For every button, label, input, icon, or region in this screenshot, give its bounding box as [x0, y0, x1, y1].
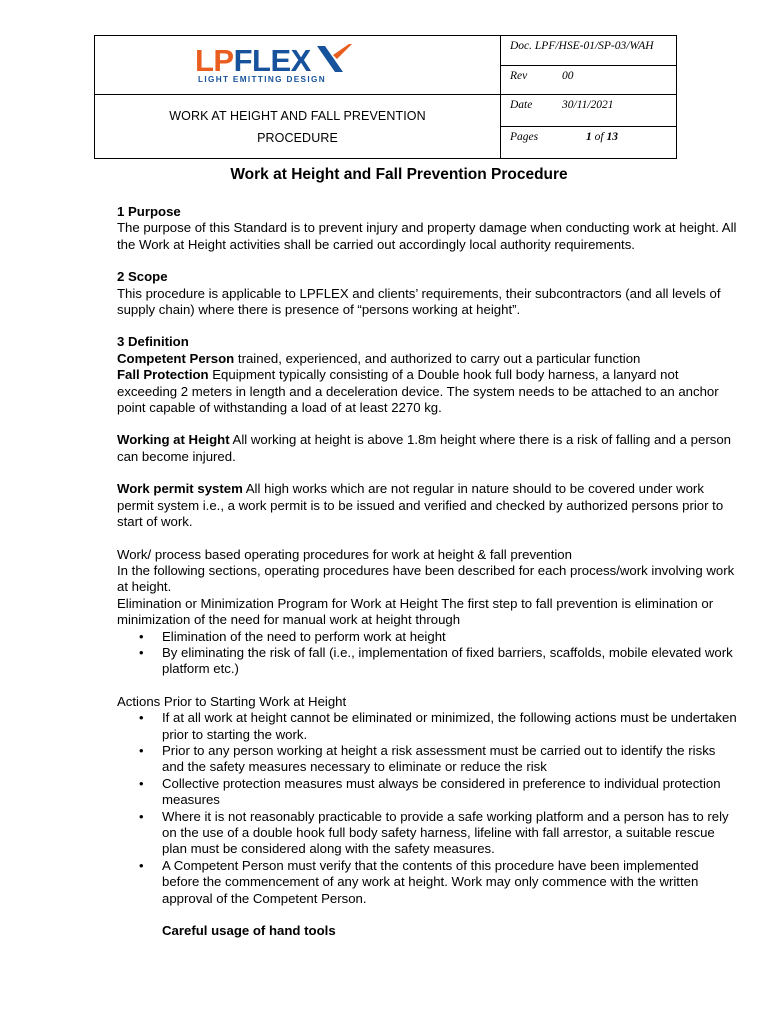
definition-work-permit: Work permit system All high works which are not regular in nature should to be covered under work permit system i.e., a work permit is to be issued and verified and checked by authorized persons prior to start of work.: [117, 481, 724, 530]
logo-x-swoosh-icon: [313, 43, 353, 75]
lpflex-logo: [195, 44, 355, 88]
purpose-text: The purpose of this Standard is to prevent injury and property damage when conducting work at height. All the Work at Height activities shall be carried out accordingly local authority requirements.: [117, 220, 737, 252]
list-item: • Where it is not reasonably practicable to provide a safe working platform and a person has to rely on the use of a double hook full body safety harness, lifeline with fall arrestor, a suitable rescue plan must be considered along with the safety measures.: [117, 809, 737, 858]
list-item: • By eliminating the risk of fall (i.e., implementation of fixed barriers, scaffolds, mobile elevated work platform etc.): [117, 645, 737, 678]
hand-tools-heading: Careful usage of hand tools: [162, 923, 336, 939]
procedures-line3: Elimination or Minimization Program for Work at Height The first step to fall prevention is elimination or minimization of the need for manual work at height through: [117, 595, 714, 628]
list-item: • If at all work at height cannot be eliminated or minimized, the following actions must be undertaken prior to starting the work.: [117, 710, 737, 743]
header-title-line2: PROCEDURE: [257, 130, 338, 145]
rev-cell: Rev 00: [501, 66, 677, 95]
definition-fall-protection: Fall Protection Equipment typically consisting of a Double hook full body harness, a lanyard not exceeding 2 meters in length and a deceleration device. The system needs to be attached to an anchor point capable of withstanding a load of at least 2270 kg.: [117, 367, 719, 416]
logo-tagline: LIGHT EMITTING DESIGN: [198, 74, 326, 84]
purpose-heading: 1 Purpose: [117, 204, 181, 219]
document-header-table: [94, 35, 677, 159]
elimination-list: [117, 629, 737, 678]
scope-heading: 2 Scope: [117, 269, 168, 285]
doc-number-cell: Doc. LPF/HSE-01/SP-03/WAH: [501, 36, 677, 66]
logo-cell: [95, 36, 501, 95]
scope-text: This procedure is applicable to LPFLEX and clients’ requirements, their subcontractors (and all levels of supply chain) where there is presence of “persons working at height”.: [117, 285, 721, 318]
list-item: • Collective protection measures must always be considered in preference to individual protection measures: [117, 776, 737, 809]
document-title: Work at Height and Fall Prevention Procedure: [230, 166, 568, 183]
definition-competent-person: Competent Person trained, experienced, and authorized to carry out a particular function: [117, 350, 641, 366]
logo-wordmark: LPFLEX: [195, 42, 311, 78]
header-title-cell: [95, 95, 501, 159]
definition-working-at-height: Working at Height All working at height is above 1.8m height where there is a risk of falling and a person can become injured.: [117, 432, 732, 464]
procedures-line2: In the following sections, operating procedures have been described for each process/work involving work at height.: [117, 562, 735, 595]
list-item: • Prior to any person working at height a risk assessment must be carried out to identify the risks and the safety measures necessary to eliminate or reduce the risk: [117, 743, 737, 776]
procedures-line1: Work/ process based operating procedures for work at height & fall prevention: [117, 546, 572, 562]
date-cell: Date 30/11/2021: [501, 95, 677, 127]
actions-heading: Actions Prior to Starting Work at Height: [117, 693, 347, 709]
list-item: • Elimination of the need to perform work at height: [117, 629, 737, 645]
actions-list: [117, 710, 737, 907]
definition-heading: 3 Definition: [117, 334, 189, 350]
pages-cell: Pages 1 of 13: [501, 127, 677, 159]
header-title-line1: WORK AT HEIGHT AND FALL PREVENTION: [169, 108, 426, 123]
list-item: • A Competent Person must verify that the contents of this procedure have been implemented before the commencement of any work at height. Work may only commence with the written approval of the Competent Person.: [117, 858, 737, 907]
document-body: [117, 204, 737, 939]
